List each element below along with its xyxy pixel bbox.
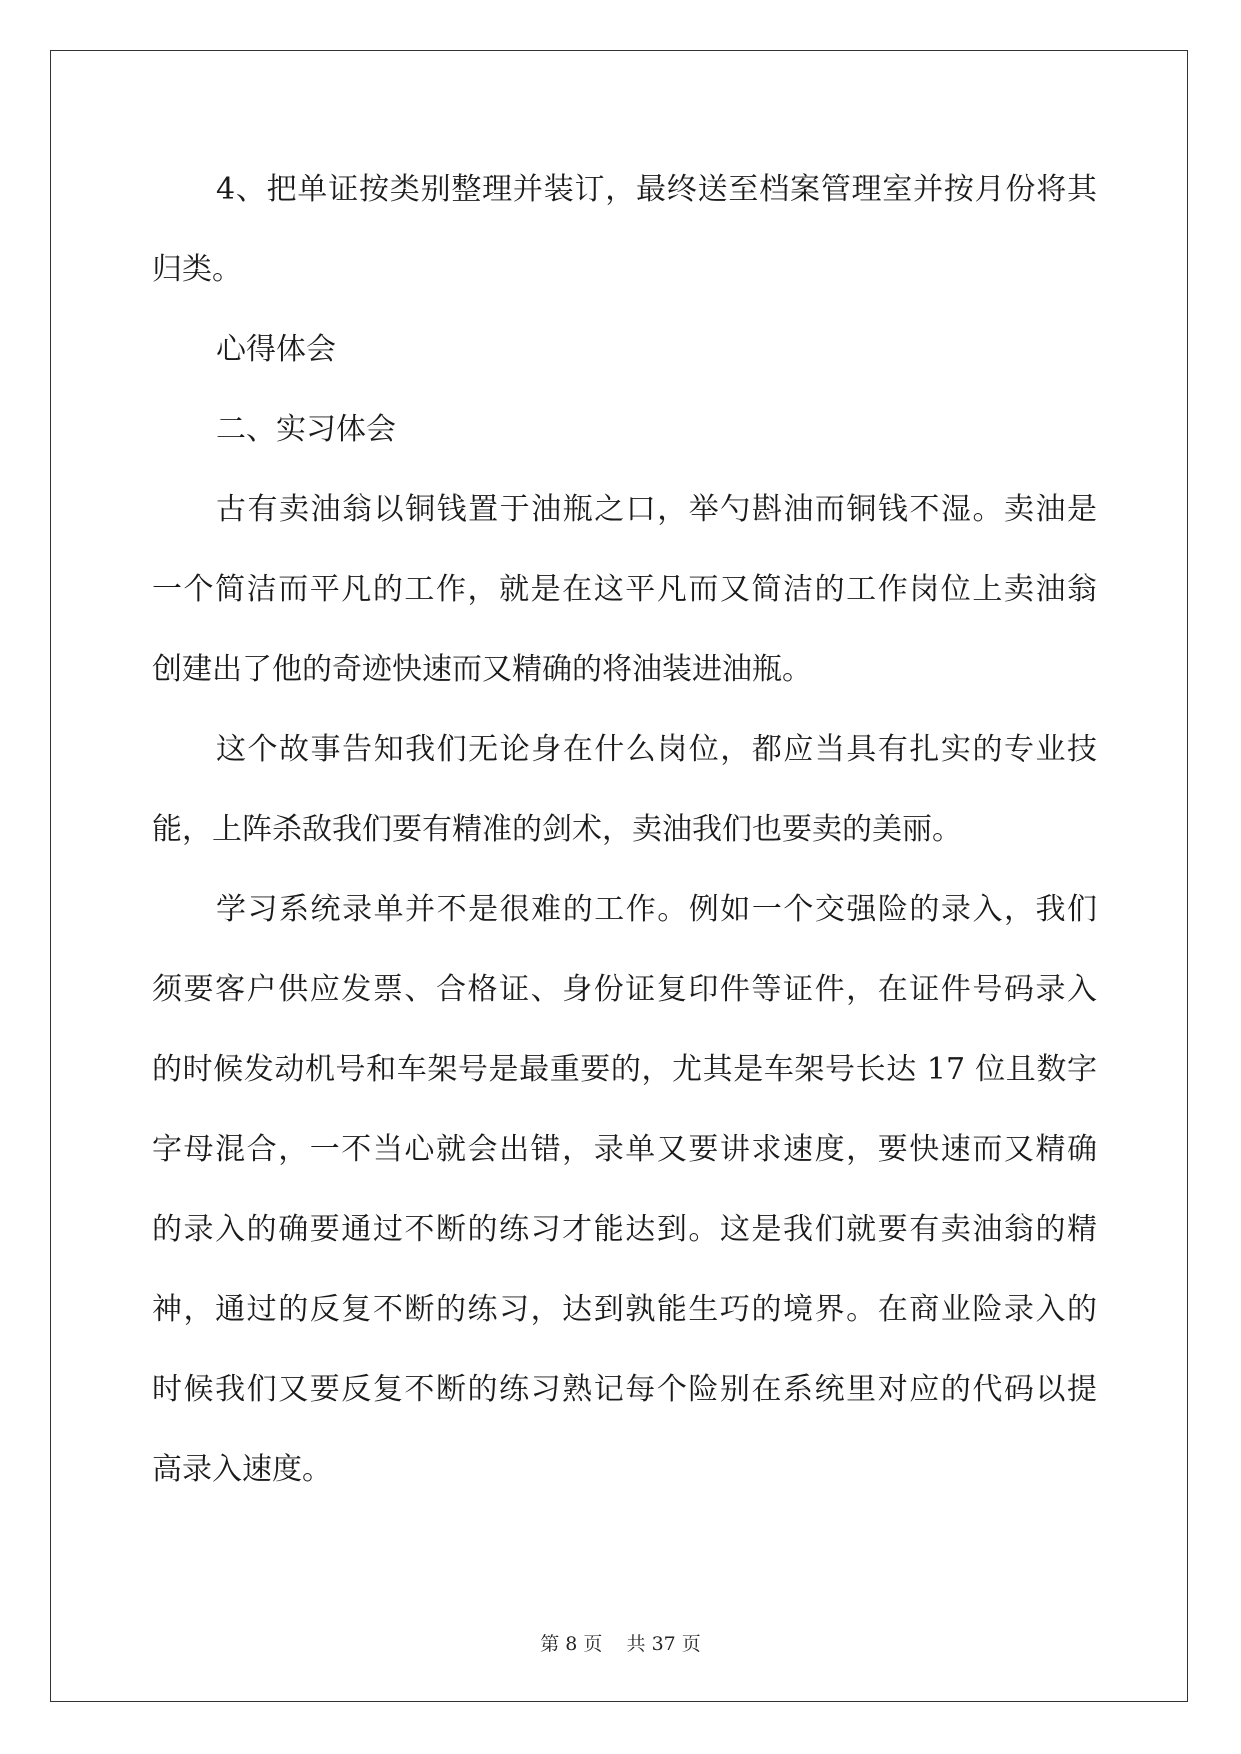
paragraph-line: 学习系统录单并不是很难的工作。例如一个交强险的录入，我们 (216, 892, 1097, 927)
section-heading: 二、实习体会 (216, 412, 396, 447)
paragraph-line: 神，通过的反复不断的练习，达到孰能生巧的境界。在商业险录入的 (152, 1292, 1097, 1327)
document-body (152, 150, 1097, 1510)
paragraph-line: 能，上阵杀敌我们要有精准的剑术，卖油我们也要卖的美丽。 (152, 812, 962, 847)
paragraph-line: 一个简洁而平凡的工作，就是在这平凡而又简洁的工作岗位上卖油翁 (152, 572, 1097, 607)
paragraph-line: 须要客户供应发票、合格证、身份证复印件等证件，在证件号码录入 (152, 972, 1097, 1007)
paragraph-line: 古有卖油翁以铜钱置于油瓶之口，举勺斟油而铜钱不湿。卖油是 (216, 492, 1097, 527)
paragraph-line: 创建出了他的奇迹快速而又精确的将油装进油瓶。 (152, 652, 812, 687)
paragraph-line: 归类。 (152, 252, 242, 287)
page-footer (0, 1632, 1241, 1656)
page-number: 第 8 页 (540, 1633, 603, 1655)
section-heading: 心得体会 (216, 332, 336, 367)
paragraph-line: 4、把单证按类别整理并装订，最终送至档案管理室并按月份将其 (216, 172, 1097, 207)
paragraph-line: 的时候发动机号和车架号是最重要的，尤其是车架号长达 17 位且数字 (152, 1052, 1097, 1087)
paragraph-line: 高录入速度。 (152, 1452, 332, 1487)
paragraph-line: 这个故事告知我们无论身在什么岗位，都应当具有扎实的专业技 (216, 732, 1097, 767)
paragraph-line: 字母混合，一不当心就会出错，录单又要讲求速度，要快速而又精确 (152, 1132, 1097, 1167)
paragraph-line: 时候我们又要反复不断的练习熟记每个险别在系统里对应的代码以提 (152, 1372, 1097, 1407)
paragraph-line: 的录入的确要通过不断的练习才能达到。这是我们就要有卖油翁的精 (152, 1212, 1097, 1247)
page-total: 共 37 页 (626, 1633, 701, 1655)
